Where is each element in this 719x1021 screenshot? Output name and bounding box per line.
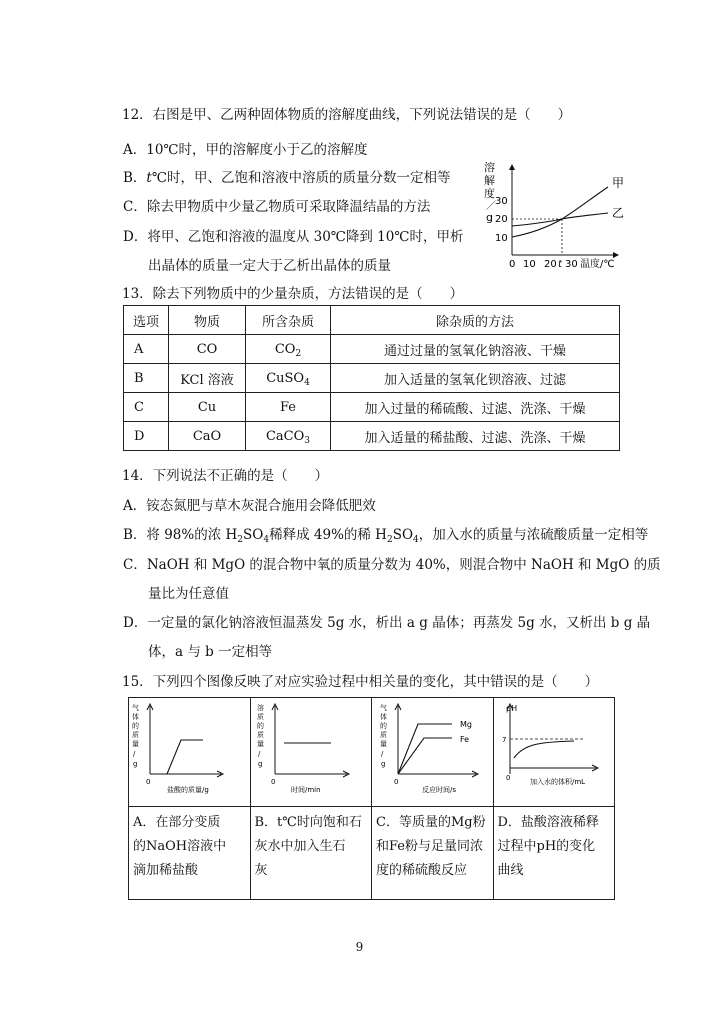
svg-text:Fe: Fe bbox=[460, 735, 470, 744]
svg-text:质: 质 bbox=[256, 713, 264, 721]
table-header-row bbox=[124, 306, 620, 335]
svg-text:加入水的体积/mL: 加入水的体积/mL bbox=[529, 778, 585, 786]
curve-jia bbox=[512, 187, 608, 237]
series-yi-label: 乙 bbox=[612, 206, 625, 220]
header-substance: 物质 bbox=[169, 306, 246, 335]
row-impurity: Fe bbox=[246, 393, 331, 422]
ytick-30: 30 bbox=[495, 196, 508, 207]
graph-ylabel-3: 度 bbox=[484, 187, 495, 200]
graph-c-curve-mg bbox=[398, 724, 452, 774]
q14-stem: 14．下列说法不正确的是（ ） bbox=[122, 468, 329, 484]
q13-stem: 13．除去下列物质中的少量杂质，方法错误的是（ ） bbox=[122, 286, 464, 302]
svg-text:的: 的 bbox=[256, 722, 264, 730]
q12-option-d-line2: 出晶体的质量一定大于乙析出晶体的质量 bbox=[148, 258, 391, 274]
svg-text:的: 的 bbox=[380, 722, 387, 730]
xtick-10: 10 bbox=[523, 259, 536, 270]
option-b-cell: B．t℃时向饱和石 灰水中加入生石 灰 bbox=[250, 807, 372, 900]
row-option: B bbox=[124, 364, 169, 393]
q12-option-b: B．t℃时，甲、乙饱和溶液中溶质的质量分数一定相等 bbox=[123, 170, 451, 186]
row-option: D bbox=[124, 422, 169, 451]
svg-text:气: 气 bbox=[380, 704, 387, 712]
xtick-30: 30 bbox=[565, 259, 578, 270]
graph-b-cell bbox=[250, 698, 372, 807]
series-jia-label: 甲 bbox=[612, 176, 625, 190]
graph-c bbox=[372, 698, 498, 802]
graph-c-cell bbox=[372, 698, 494, 807]
header-option: 选项 bbox=[124, 306, 169, 335]
svg-text:Mg: Mg bbox=[460, 720, 472, 729]
xtick-20: 20 bbox=[544, 259, 557, 270]
curve-yi bbox=[512, 213, 608, 226]
option-a-cell: A．在部分变质 的NaOH溶液中 滴加稀盐酸 bbox=[129, 807, 251, 900]
q12-option-a: A．10℃时，甲的溶解度小于乙的溶解度 bbox=[123, 142, 368, 158]
svg-text:质: 质 bbox=[132, 731, 139, 739]
svg-text:0: 0 bbox=[146, 778, 151, 786]
header-impurity: 所含杂质 bbox=[246, 306, 331, 335]
svg-text:g: g bbox=[257, 760, 262, 768]
svg-text:时间/min: 时间/min bbox=[290, 786, 321, 794]
svg-text:pH: pH bbox=[505, 704, 517, 713]
option-d-cell: D．盐酸溶液稀释 过程中pH的变化 曲线 bbox=[493, 807, 615, 900]
row-substance: CO bbox=[169, 335, 246, 364]
svg-text:量: 量 bbox=[256, 740, 264, 748]
svg-text:量: 量 bbox=[380, 740, 387, 748]
header-method: 除杂质的方法 bbox=[331, 306, 620, 335]
q15-stem: 15．下列四个图像反映了对应实验过程中相关量的变化，其中错误的是（ ） bbox=[122, 674, 599, 690]
table-row bbox=[124, 364, 620, 393]
ytick-10: 10 bbox=[495, 233, 508, 244]
svg-text:质: 质 bbox=[380, 731, 387, 739]
q14-option-c-line2: 量比为任意值 bbox=[148, 586, 229, 602]
t-label: t bbox=[558, 259, 562, 270]
svg-text:溶: 溶 bbox=[256, 704, 264, 712]
row-option: A bbox=[124, 335, 169, 364]
table-row bbox=[124, 335, 620, 364]
svg-text:气: 气 bbox=[132, 704, 139, 712]
row-substance: CaO bbox=[169, 422, 246, 451]
graph-a-cell bbox=[129, 698, 251, 807]
svg-text:量: 量 bbox=[132, 740, 139, 748]
svg-text:7: 7 bbox=[501, 736, 506, 744]
table-row bbox=[124, 422, 620, 451]
graph-a-curve bbox=[167, 740, 203, 774]
graph-d bbox=[494, 698, 614, 802]
q15-graph-table bbox=[128, 697, 615, 900]
svg-text:体: 体 bbox=[132, 713, 139, 721]
svg-text:体: 体 bbox=[380, 713, 387, 721]
graph-ylabel-1: 溶 bbox=[484, 161, 495, 174]
q14-option-c-line1: C．NaOH 和 MgO 的混合物中氧的质量分数为 40%，则混合物中 NaOH 和 MgO 的质 bbox=[123, 557, 661, 573]
row-method: 加入适量的稀盐酸、过滤、洗涤、干燥 bbox=[331, 422, 620, 451]
graph-c-curve-fe bbox=[398, 738, 452, 774]
graph-ylabel-5: g bbox=[486, 211, 493, 224]
svg-text:的: 的 bbox=[132, 722, 139, 730]
graph-b bbox=[251, 698, 371, 802]
row-impurity: CuSO$_4$ bbox=[246, 364, 331, 393]
solubility-curve-graph bbox=[478, 157, 638, 275]
row-method: 通过过量的氢氧化钠溶液、干燥 bbox=[331, 335, 620, 364]
row-impurity: $CO_2$ bbox=[246, 335, 331, 364]
q12-option-d-line1: D．将甲、乙饱和溶液的温度从 30℃降到 10℃时，甲析 bbox=[123, 229, 464, 245]
table-row bbox=[124, 393, 620, 422]
svg-text:g: g bbox=[133, 760, 138, 768]
xtick-0: 0 bbox=[509, 259, 516, 270]
graph-ylabel-2: 解 bbox=[484, 174, 495, 187]
option-c-cell: C．等质量的Mg粉 和Fe粉与足量同浓 度的稀硫酸反应 bbox=[372, 807, 494, 900]
svg-text:0: 0 bbox=[270, 778, 275, 786]
row-method: 加入适量的氢氧化钡溶液、过滤 bbox=[331, 364, 620, 393]
ytick-20: 20 bbox=[495, 214, 508, 225]
q13-table bbox=[123, 305, 620, 451]
svg-text:质: 质 bbox=[256, 731, 264, 739]
svg-text:/: / bbox=[381, 750, 384, 758]
q14-option-a: A．铵态氮肥与草木灰混合施用会降低肥效 bbox=[123, 498, 376, 514]
svg-text:反应时间/s: 反应时间/s bbox=[422, 786, 457, 794]
q12-option-c: C．除去甲物质中少量乙物质可采取降温结晶的方法 bbox=[123, 199, 431, 215]
row-substance: Cu bbox=[169, 393, 246, 422]
svg-text:/: / bbox=[133, 750, 136, 758]
row-substance: KCl 溶液 bbox=[169, 364, 246, 393]
svg-text:盐酸的质量/g: 盐酸的质量/g bbox=[167, 786, 209, 794]
row-impurity: CaCO$_3$ bbox=[246, 422, 331, 451]
q14-option-d-line1: D．一定量的氯化钠溶液恒温蒸发 5g 水，析出 a g 晶体；再蒸发 5g 水，又析出 b g 晶 bbox=[123, 615, 651, 631]
row-option: C bbox=[124, 393, 169, 422]
svg-text:0: 0 bbox=[394, 778, 399, 786]
svg-text:/: / bbox=[257, 750, 260, 758]
xaxis-label: 温度/℃ bbox=[580, 259, 615, 270]
graph-d-curve bbox=[514, 741, 574, 758]
graph-d-cell bbox=[493, 698, 615, 807]
graph-ylabel-4: ／ bbox=[486, 201, 496, 212]
graph-a bbox=[129, 698, 245, 802]
page-number: 9 bbox=[355, 940, 364, 954]
row-method: 加入过量的稀硫酸、过滤、洗涤、干燥 bbox=[331, 393, 620, 422]
q12-stem: 12．右图是甲、乙两种固体物质的溶解度曲线，下列说法错误的是（ ） bbox=[122, 107, 572, 123]
svg-text:g: g bbox=[381, 760, 386, 768]
svg-text:0: 0 bbox=[505, 774, 510, 782]
q14-option-b: B．将 98%的浓 $H_2SO_4$稀释成 49%的稀 $H_2SO_4$，加入水的质量与浓硫酸质量一定相等 bbox=[123, 527, 649, 545]
q14-option-d-line2: 体，a 与 b 一定相等 bbox=[148, 644, 273, 660]
